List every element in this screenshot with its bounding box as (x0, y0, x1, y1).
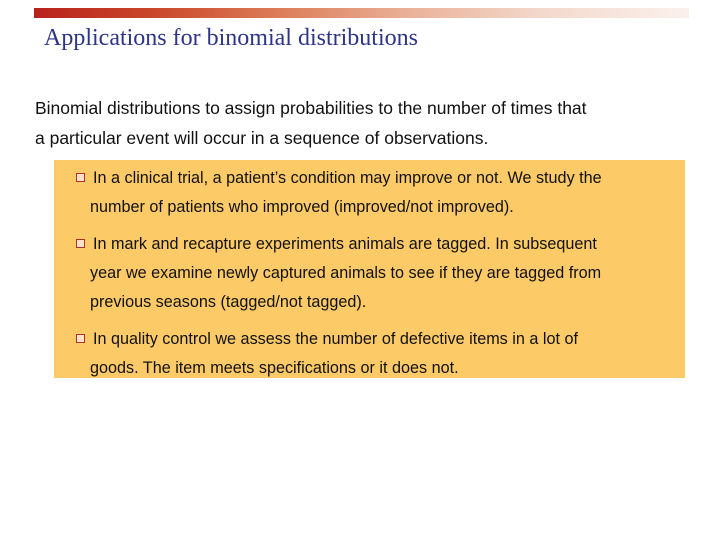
square-bullet-icon (76, 173, 85, 182)
bullet-text-line: number of patients who improved (improved/not improved). (90, 198, 514, 216)
square-bullet-icon (76, 239, 85, 248)
bullet-quality-control (74, 325, 674, 383)
bullet-text-line: In a clinical trial, a patient’s condition may improve or not. We study the (93, 169, 602, 187)
examples-box (54, 160, 685, 378)
bullet-mark-recapture (74, 230, 674, 317)
intro-line-1: Binomial distributions to assign probabilities to the number of times that (35, 98, 587, 118)
intro-paragraph (35, 93, 695, 153)
bullet-text-line: goods. The item meets specifications or it does not. (90, 359, 459, 377)
bullet-text-line: In mark and recapture experiments animals are tagged. In subsequent (93, 235, 597, 253)
bullet-text-line: year we examine newly captured animals to see if they are tagged from (90, 264, 602, 282)
slide-title: Applications for binomial distributions (44, 25, 418, 51)
bullet-clinical-trial (74, 164, 674, 222)
intro-line-2: a particular event will occur in a sequence of observations. (35, 128, 489, 148)
bullet-text-line: previous seasons (tagged/not tagged). (90, 293, 367, 311)
square-bullet-icon (76, 334, 85, 343)
header-gradient-bar (34, 8, 689, 18)
bullet-text-line: In quality control we assess the number of defective items in a lot of (93, 330, 578, 348)
